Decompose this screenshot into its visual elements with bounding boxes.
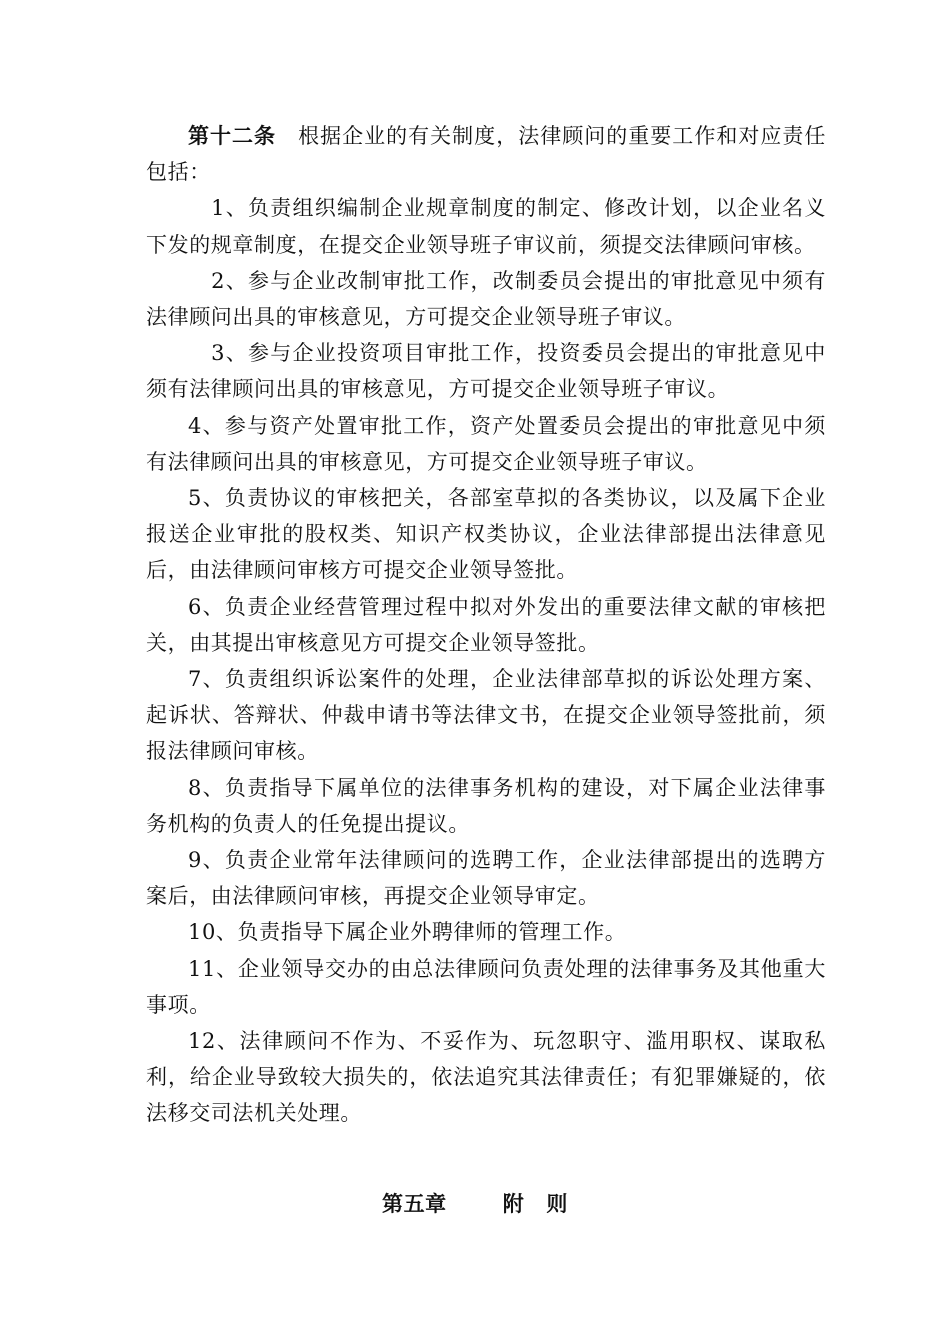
list-item: 12、法律顾问不作为、不妥作为、玩忽职守、滥用职权、谋取私利，给企业导致较大损失的，依法追究其法律责任；有犯罪嫌疑的，依法移交司法机关处理。 [146, 1029, 826, 1126]
chapter-number: 第五章 [381, 1191, 447, 1216]
list-item: 9、负责企业常年法律顾问的选聘工作，企业法律部提出的选聘方案后，由法律顾问审核，再提交企业领导审定。 [146, 848, 826, 909]
list-item: 7、负责组织诉讼案件的处理，企业法律部草拟的诉讼处理方案、起诉状、答辩状、仲裁申请书等法律文书，在提交企业领导签批前，须报法律顾问审核。 [146, 667, 826, 764]
list-item: 3、参与企业投资项目审批工作，投资委员会提出的审批意见中须有法律顾问出具的审核意见，方可提交企业领导班子审议。 [146, 341, 826, 402]
list-item: 10、负责指导下属企业外聘律师的管理工作。 [188, 920, 627, 945]
list-item: 8、负责指导下属单位的法律事务机构的建设，对下属企业法律事务机构的负责人的任免提出提议。 [146, 775, 826, 836]
chapter-heading [0, 1188, 950, 1218]
article-label: 第十二条 [188, 123, 277, 148]
list-item: 6、负责企业经营管理过程中拟对外发出的重要法律文献的审核把关，由其提出审核意见方可提交企业领导签批。 [146, 594, 826, 655]
article-12-heading [146, 118, 826, 190]
list-item: 1、负责组织编制企业规章制度的制定、修改计划，以企业名义下发的规章制度，在提交企业领导班子审议前，须提交法律顾问审核。 [146, 196, 826, 257]
chapter-title-part2: 则 [546, 1191, 569, 1216]
list-item: 5、负责协议的审核把关，各部室草拟的各类协议，以及属下企业报送企业审批的股权类、知识产权类协议，企业法律部提出法律意见后，由法律顾问审核方可提交企业领导签批。 [146, 486, 826, 583]
list-item: 2、参与企业改制审批工作，改制委员会提出的审批意见中须有法律顾问出具的审核意见，方可提交企业领导班子审议。 [146, 268, 826, 330]
article-body [146, 118, 826, 1132]
chapter-title-part1: 附 [502, 1191, 525, 1216]
article-intro: 根据企业的有关制度，法律顾问的重要工作和对应责任包括： [146, 124, 826, 185]
list-item: 11、企业领导交办的由总法律顾问负责处理的法律事务及其他重大事项。 [146, 956, 826, 1017]
list-item: 4、参与资产处置审批工作，资产处置委员会提出的审批意见中须有法律顾问出具的审核意见，方可提交企业领导班子审议。 [146, 413, 826, 474]
